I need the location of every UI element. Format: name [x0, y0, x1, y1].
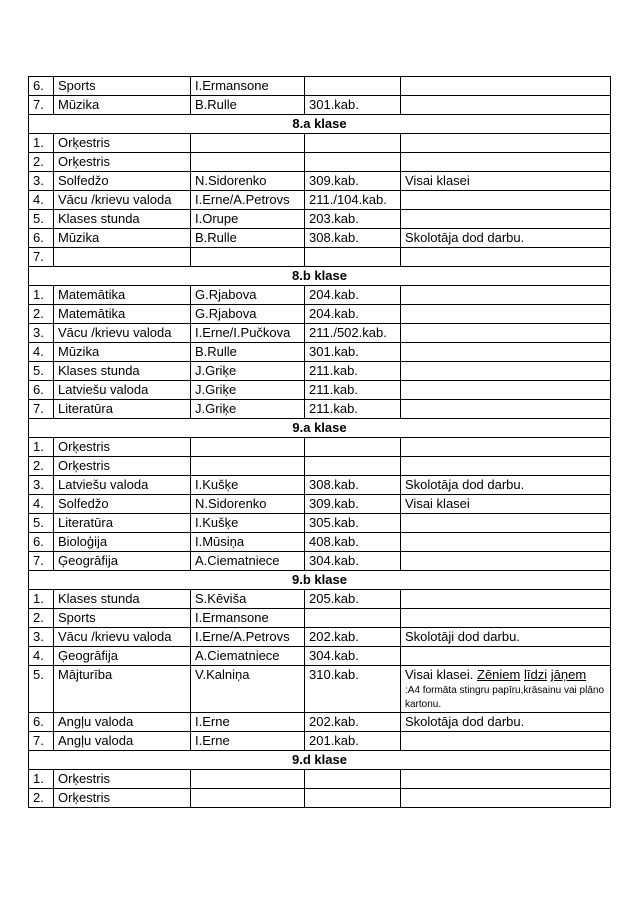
subject-cell: Vācu /krievu valoda — [54, 628, 191, 647]
lesson-row — [29, 476, 611, 495]
subject-cell: Mūzika — [54, 229, 191, 248]
lesson-number: 6. — [29, 77, 54, 96]
room-cell — [305, 248, 401, 267]
lesson-number: 4. — [29, 343, 54, 362]
subject-cell: Vācu /krievu valoda — [54, 191, 191, 210]
teacher-cell: J.Griķe — [191, 400, 305, 419]
lesson-row — [29, 191, 611, 210]
subject-cell: Klases stunda — [54, 362, 191, 381]
note-cell — [401, 96, 611, 115]
lesson-number: 2. — [29, 153, 54, 172]
teacher-cell: I.Ermansone — [191, 77, 305, 96]
subject-cell: Orķestris — [54, 438, 191, 457]
subject-cell: Klases stunda — [54, 590, 191, 609]
note-cell: Visai klasei — [401, 172, 611, 191]
note-cell — [401, 514, 611, 533]
room-cell — [305, 457, 401, 476]
note-underlined-word: Zēniem — [477, 667, 521, 682]
class-section-header — [29, 571, 611, 590]
room-cell: 211./502.kab. — [305, 324, 401, 343]
lesson-number: 5. — [29, 362, 54, 381]
note-cell — [401, 732, 611, 751]
subject-cell: Bioloģija — [54, 533, 191, 552]
teacher-cell: I.Erne/A.Petrovs — [191, 628, 305, 647]
subject-cell: Solfedžo — [54, 495, 191, 514]
lesson-row — [29, 362, 611, 381]
teacher-cell: V.Kalniņa — [191, 666, 305, 713]
teacher-cell — [191, 134, 305, 153]
room-cell: 408.kab. — [305, 533, 401, 552]
class-section-header — [29, 267, 611, 286]
lesson-row — [29, 666, 611, 713]
subject-cell: Literatūra — [54, 400, 191, 419]
lesson-row — [29, 229, 611, 248]
subject-cell: Orķestris — [54, 153, 191, 172]
room-cell: 203.kab. — [305, 210, 401, 229]
note-cell — [401, 191, 611, 210]
teacher-cell: I.Kušķe — [191, 514, 305, 533]
teacher-cell — [191, 153, 305, 172]
lesson-row — [29, 438, 611, 457]
room-cell: 304.kab. — [305, 552, 401, 571]
room-cell — [305, 609, 401, 628]
note-cell: Skolotāji dod darbu. — [401, 628, 611, 647]
lesson-number: 5. — [29, 666, 54, 713]
subject-cell: Klases stunda — [54, 210, 191, 229]
lesson-number: 2. — [29, 789, 54, 808]
subject-cell: Solfedžo — [54, 172, 191, 191]
teacher-cell: I.Mūsiņa — [191, 533, 305, 552]
lesson-number: 4. — [29, 495, 54, 514]
subject-cell: Matemātika — [54, 305, 191, 324]
room-cell: 309.kab. — [305, 172, 401, 191]
note-cell — [401, 770, 611, 789]
lesson-row — [29, 153, 611, 172]
lesson-number: 6. — [29, 381, 54, 400]
teacher-cell: I.Erne/A.Petrovs — [191, 191, 305, 210]
note-cell — [401, 666, 611, 713]
note-cell — [401, 457, 611, 476]
lesson-row — [29, 789, 611, 808]
note-cell: Skolotāja dod darbu. — [401, 713, 611, 732]
lesson-number: 7. — [29, 400, 54, 419]
teacher-cell: S.Kēviša — [191, 590, 305, 609]
lesson-number: 7. — [29, 732, 54, 751]
lesson-number: 7. — [29, 96, 54, 115]
teacher-cell: J.Griķe — [191, 381, 305, 400]
note-cell — [401, 552, 611, 571]
lesson-row — [29, 77, 611, 96]
lesson-row — [29, 343, 611, 362]
subject-cell: Ģeogrāfija — [54, 552, 191, 571]
room-cell — [305, 770, 401, 789]
lesson-row — [29, 713, 611, 732]
teacher-cell: I.Erne — [191, 732, 305, 751]
lesson-row — [29, 305, 611, 324]
lesson-row — [29, 732, 611, 751]
room-cell: 308.kab. — [305, 476, 401, 495]
subject-cell: Sports — [54, 77, 191, 96]
lesson-row — [29, 628, 611, 647]
note-main-text — [405, 666, 606, 684]
lesson-number: 3. — [29, 172, 54, 191]
room-cell: 304.kab. — [305, 647, 401, 666]
class-title: 8.a klase — [29, 115, 611, 134]
note-cell — [401, 77, 611, 96]
schedule-body — [29, 77, 611, 808]
subject-cell: Latviešu valoda — [54, 381, 191, 400]
lesson-number: 6. — [29, 229, 54, 248]
note-cell — [401, 590, 611, 609]
lesson-row — [29, 647, 611, 666]
subject-cell: Mūzika — [54, 343, 191, 362]
lesson-row — [29, 210, 611, 229]
subject-cell: Literatūra — [54, 514, 191, 533]
note-cell — [401, 248, 611, 267]
lesson-number: 5. — [29, 514, 54, 533]
lesson-number: 1. — [29, 590, 54, 609]
teacher-cell: J.Griķe — [191, 362, 305, 381]
note-cell — [401, 362, 611, 381]
teacher-cell: I.Erne/I.Pučkova — [191, 324, 305, 343]
room-cell — [305, 134, 401, 153]
lesson-row — [29, 324, 611, 343]
teacher-cell: N.Sidorenko — [191, 495, 305, 514]
note-cell: Skolotāja dod darbu. — [401, 476, 611, 495]
subject-cell: Mūzika — [54, 96, 191, 115]
note-underlined-word: jāņem — [550, 667, 587, 682]
lesson-row — [29, 609, 611, 628]
teacher-cell — [191, 789, 305, 808]
lesson-number: 4. — [29, 191, 54, 210]
lesson-row — [29, 400, 611, 419]
note-cell — [401, 381, 611, 400]
room-cell — [305, 789, 401, 808]
room-cell: 305.kab. — [305, 514, 401, 533]
teacher-cell: I.Orupe — [191, 210, 305, 229]
lesson-row — [29, 552, 611, 571]
subject-cell: Ģeogrāfija — [54, 647, 191, 666]
room-cell: 205.kab. — [305, 590, 401, 609]
teacher-cell: G.Rjabova — [191, 286, 305, 305]
note-plain: Visai klasei. — [405, 667, 478, 682]
room-cell: 201.kab. — [305, 732, 401, 751]
class-section-header — [29, 419, 611, 438]
room-cell: 309.kab. — [305, 495, 401, 514]
teacher-cell — [191, 457, 305, 476]
teacher-cell: B.Rulle — [191, 96, 305, 115]
room-cell: 211.kab. — [305, 400, 401, 419]
subject-cell: Matemātika — [54, 286, 191, 305]
class-title: 9.b klase — [29, 571, 611, 590]
subject-cell: Orķestris — [54, 457, 191, 476]
room-cell: 204.kab. — [305, 305, 401, 324]
note-cell — [401, 286, 611, 305]
teacher-cell: N.Sidorenko — [191, 172, 305, 191]
subject-cell: Angļu valoda — [54, 732, 191, 751]
lesson-number: 1. — [29, 286, 54, 305]
lesson-number: 4. — [29, 647, 54, 666]
class-title: 9.a klase — [29, 419, 611, 438]
teacher-cell: A.Ciematniece — [191, 647, 305, 666]
lesson-number: 1. — [29, 770, 54, 789]
lesson-number: 6. — [29, 533, 54, 552]
lesson-number: 7. — [29, 552, 54, 571]
lesson-number: 7. — [29, 248, 54, 267]
teacher-cell — [191, 770, 305, 789]
subject-cell — [54, 248, 191, 267]
subject-cell: Mājturība — [54, 666, 191, 713]
lesson-number: 2. — [29, 457, 54, 476]
lesson-number: 2. — [29, 609, 54, 628]
lesson-number: 2. — [29, 305, 54, 324]
lesson-number: 3. — [29, 628, 54, 647]
note-cell — [401, 438, 611, 457]
lesson-number: 6. — [29, 713, 54, 732]
teacher-cell: B.Rulle — [191, 343, 305, 362]
teacher-cell: B.Rulle — [191, 229, 305, 248]
class-section-header — [29, 751, 611, 770]
teacher-cell: I.Kušķe — [191, 476, 305, 495]
note-cell — [401, 609, 611, 628]
subject-cell: Angļu valoda — [54, 713, 191, 732]
note-cell — [401, 324, 611, 343]
room-cell: 211.kab. — [305, 381, 401, 400]
room-cell — [305, 153, 401, 172]
note-cell — [401, 533, 611, 552]
room-cell: 211./104.kab. — [305, 191, 401, 210]
lesson-row — [29, 96, 611, 115]
room-cell: 204.kab. — [305, 286, 401, 305]
subject-cell: Orķestris — [54, 770, 191, 789]
note-cell: Visai klasei — [401, 495, 611, 514]
teacher-cell: G.Rjabova — [191, 305, 305, 324]
lesson-row — [29, 134, 611, 153]
schedule-table — [28, 76, 611, 808]
note-cell — [401, 153, 611, 172]
teacher-cell: I.Erne — [191, 713, 305, 732]
teacher-cell — [191, 248, 305, 267]
subject-cell: Orķestris — [54, 134, 191, 153]
lesson-number: 3. — [29, 324, 54, 343]
room-cell: 202.kab. — [305, 628, 401, 647]
lesson-number: 5. — [29, 210, 54, 229]
room-cell: 202.kab. — [305, 713, 401, 732]
lesson-row — [29, 172, 611, 191]
room-cell: 301.kab. — [305, 343, 401, 362]
teacher-cell: I.Ermansone — [191, 609, 305, 628]
lesson-row — [29, 457, 611, 476]
room-cell — [305, 77, 401, 96]
subject-cell: Latviešu valoda — [54, 476, 191, 495]
teacher-cell — [191, 438, 305, 457]
lesson-row — [29, 770, 611, 789]
subject-cell: Vācu /krievu valoda — [54, 324, 191, 343]
subject-cell: Sports — [54, 609, 191, 628]
note-cell — [401, 343, 611, 362]
room-cell — [305, 438, 401, 457]
note-cell: Skolotāja dod darbu. — [401, 229, 611, 248]
lesson-row — [29, 495, 611, 514]
room-cell: 211.kab. — [305, 362, 401, 381]
lesson-number: 1. — [29, 438, 54, 457]
lesson-row — [29, 381, 611, 400]
note-cell — [401, 210, 611, 229]
note-underlined-word: līdzi — [524, 667, 548, 682]
note-cell — [401, 789, 611, 808]
lesson-row — [29, 286, 611, 305]
room-cell: 301.kab. — [305, 96, 401, 115]
room-cell: 310.kab. — [305, 666, 401, 713]
lesson-row — [29, 248, 611, 267]
class-title: 9.d klase — [29, 751, 611, 770]
class-title: 8.b klase — [29, 267, 611, 286]
lesson-row — [29, 514, 611, 533]
note-small-text: :A4 formāta stingru papīru,krāsainu vai plāno kartonu. — [405, 685, 604, 710]
class-section-header — [29, 115, 611, 134]
note-cell — [401, 305, 611, 324]
lesson-number: 1. — [29, 134, 54, 153]
lesson-row — [29, 533, 611, 552]
teacher-cell: A.Ciematniece — [191, 552, 305, 571]
lesson-number: 3. — [29, 476, 54, 495]
lesson-row — [29, 590, 611, 609]
note-cell — [401, 400, 611, 419]
room-cell: 308.kab. — [305, 229, 401, 248]
note-cell — [401, 647, 611, 666]
note-cell — [401, 134, 611, 153]
subject-cell: Orķestris — [54, 789, 191, 808]
